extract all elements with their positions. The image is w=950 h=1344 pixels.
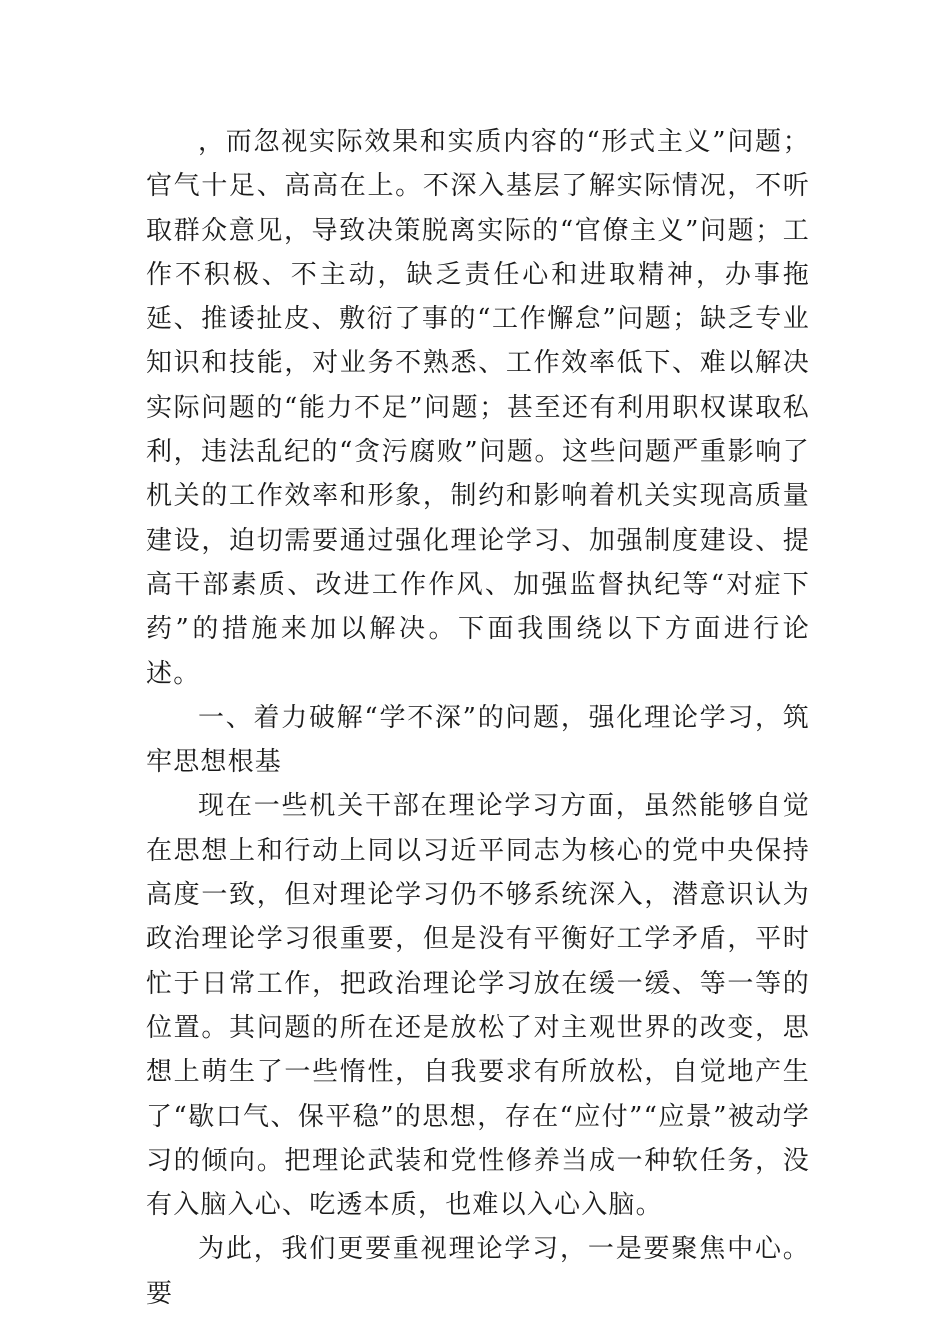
section-heading: 一、着力破解“学不深”的问题，强化理论学习，筑牢思想根基 [146,702,810,778]
paragraph: 为此，我们更要重视理论学习，一是要聚焦中心。要 [146,1234,810,1309]
paragraph: 现在一些机关干部在理论学习方面，虽然能够自觉在思想上和行动上同以习近平同志为核心的党中央保持高度一致，但对理论学习仍不够系统深入，潜意识认为政治理论学习很重要，但是没有平衡好工学矛盾，平时忙于日常工作，把政治理论学习放在缓一缓、等一等的位置。其问题的所在还是放松了对主观世界的改变，思想上萌生了一些惰性，自我要求有所放松，自觉地产生了“歇口气、保平稳”的思想，存在“应付”“应景”被动学习的倾向。把理论武装和党性修养当成一种软任务，没有入脑入心、吃透本质，也难以入心入脑。 [146,791,810,1221]
document-body [146,120,810,1316]
paragraph-continuation: ，而忽视实际效果和实质内容的“形式主义”问题；官气十足、高高在上。不深入基层了解实际情况，不听取群众意见，导致决策脱离实际的“官僚主义”问题；工作不积极、不主动，缺乏责任心和进取精神，办事拖延、推诿扯皮、敷衍了事的“工作懈怠”问题；缺乏专业知识和技能，对业务不熟悉、工作效率低下、难以解决实际问题的“能力不足”问题；甚至还有利用职权谋取私利，违法乱纪的“贪污腐败”问题。这些问题严重影响了机关的工作效率和形象，制约和影响着机关实现高质量建设，迫切需要通过强化理论学习、加强制度建设、提高干部素质、改进工作作风、加强监督执纪等“对症下药”的措施来加以解决。下面我围绕以下方面进行论述。 [146,127,810,689]
